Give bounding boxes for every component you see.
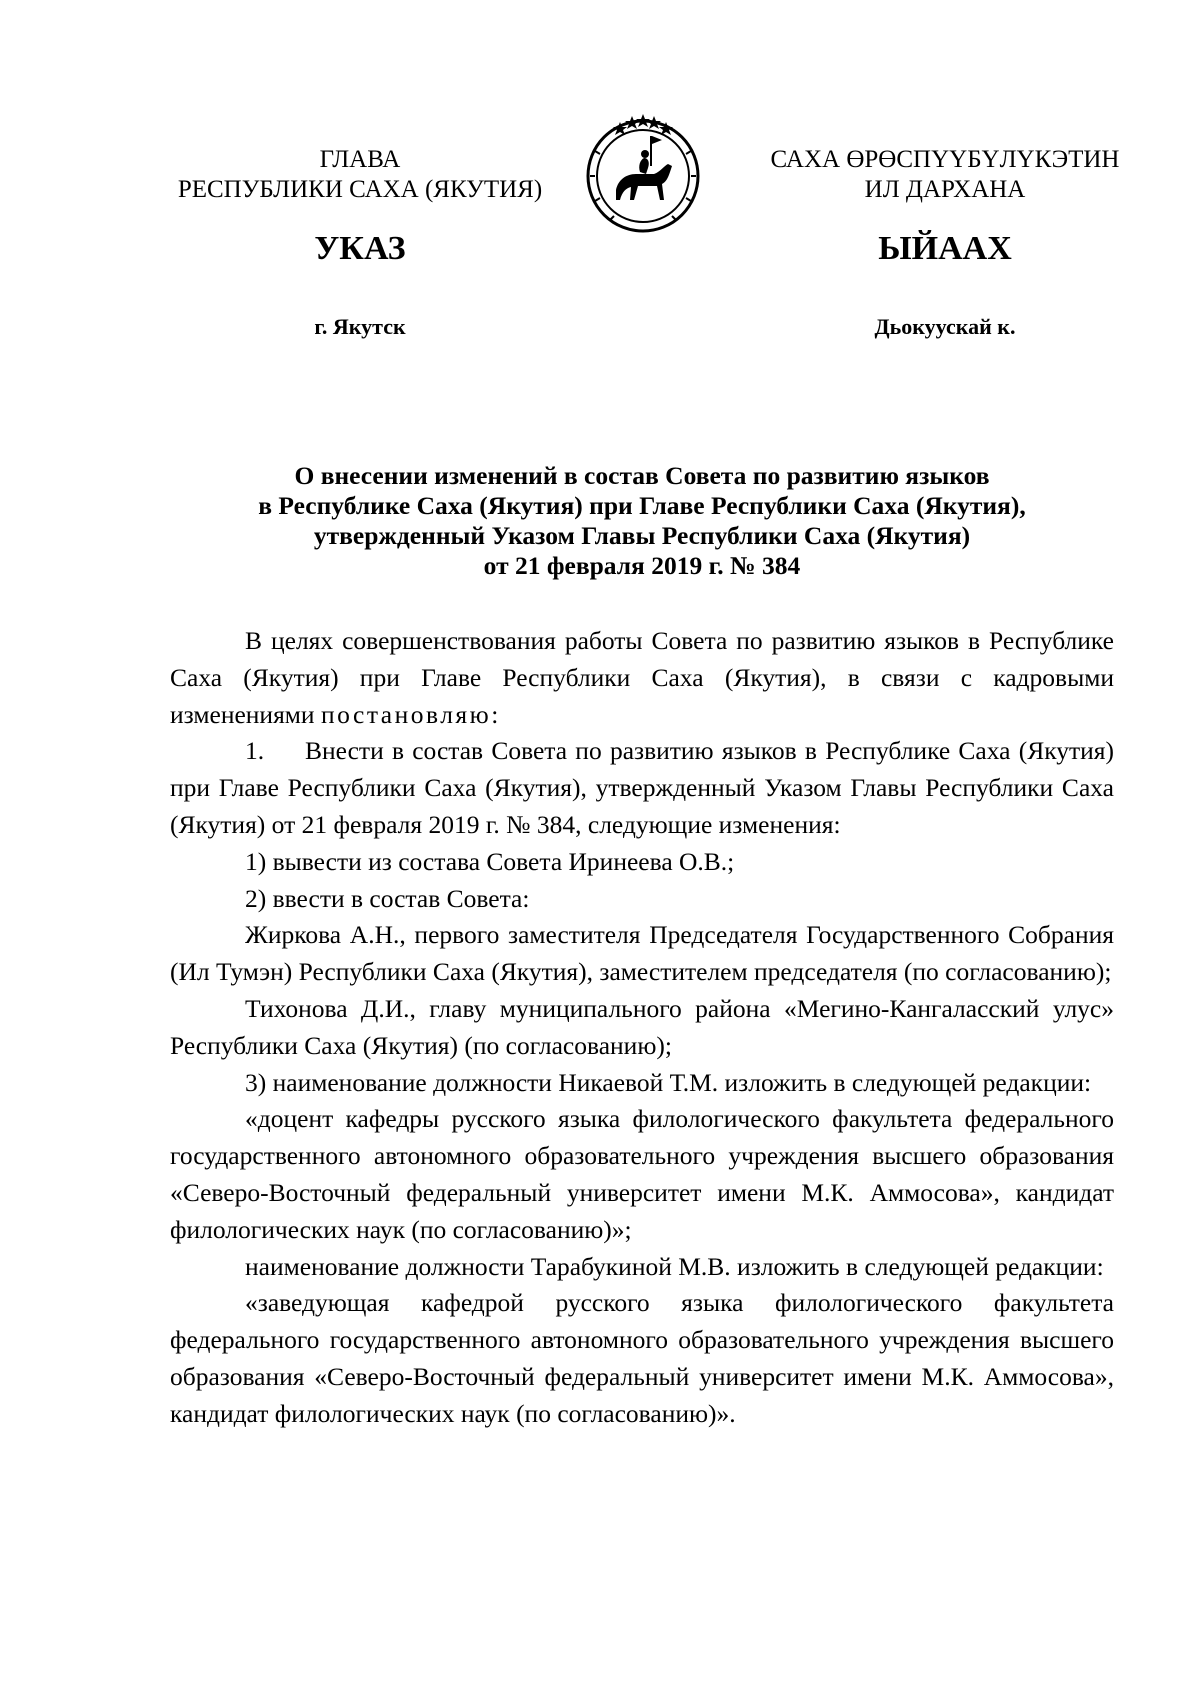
header-right-line2: ИЛ ДАРХАНА [864,176,1026,203]
intro-paragraph [170,623,1114,733]
header-left-line1: ГЛАВА [319,146,401,173]
city-sakha: Дьокуускай к. [874,314,1016,339]
subitem-1: 1) вывести из состава Совета Иринеева О.В.; [245,846,735,876]
decree-label-ru: УКАЗ [314,230,406,267]
decree-label-sakha: ЫЙААХ [878,230,1012,267]
subitem-2: 2) ввести в состав Совета: [245,883,530,913]
title-line-2: в Республике Саха (Якутия) при Главе Республики Саха (Якутия), [258,491,1026,520]
item-1-paragraph [170,733,1114,843]
title-line-1: О внесении изменений в состав Совета по развитию языков [294,461,990,490]
title-line-4: от 21 февраля 2019 г. № 384 [483,551,801,580]
coat-of-arms-icon [582,110,704,234]
intro-keyword: постановляю: [320,699,501,729]
document-body [170,623,1114,1433]
header-left-block [170,145,550,205]
nikaeva-quote: «доцент кафедры русского языка филологического факультета федерального государственного автономного образовательного учреждения высшего образования «Северо-Восточный федеральный университет имени М.К. Аммосова», кандидат филологических наук (по согласованию)»; [170,1104,1114,1244]
tarabukina-paragraph: наименование должности Тарабукиной М.В. изложить в следующей редакции: [245,1251,1104,1281]
header-right-line1: САХА ӨРӨСПҮҮБҮЛҮКЭТИН [770,146,1120,173]
item-1-number: 1. [245,736,265,766]
title-line-3: утвержденный Указом Главы Республики Саха (Якутия) [313,521,971,550]
header-right-block [755,145,1135,205]
header-left-line2: РЕСПУБЛИКИ САХА (ЯКУТИЯ) [177,176,543,203]
tarabukina-quote: «заведующая кафедрой русского языка филологического факультета федерального государственного автономного образовательного учреждения высшего образования «Северо-Восточный федеральный университет имени М.К. Аммосова», кандидат филологических наук (по согласованию)». [170,1288,1114,1428]
tikhonov-paragraph: Тихонова Д.И., главу муниципального района «Мегино-Кангаласский улус» Республики Саха (Якутия) (по согласованию); [170,993,1114,1060]
document-title [170,461,1114,581]
intro-text: В целях совершенствования работы Совета по развитию языков в Республике Саха (Якутия) при Главе Республики Саха (Якутия), в связи с кадровыми изменениями [170,626,1114,729]
zhirkov-paragraph: Жиркова А.Н., первого заместителя Председателя Государственного Собрания (Ил Тумэн) Республики Саха (Якутия), заместителем председателя (по согласованию); [170,920,1114,987]
subitem-3: 3) наименование должности Никаевой Т.М. изложить в следующей редакции: [245,1067,1092,1097]
city-ru: г. Якутск [314,314,406,339]
item-1-text: Внести в состав Совета по развитию языков в Республике Саха (Якутия) при Главе Республики Саха (Якутия), утвержденный Указом Главы Республики Саха (Якутия) от 21 февраля 2019 г. № 384, следующие изменения: [170,736,1114,839]
